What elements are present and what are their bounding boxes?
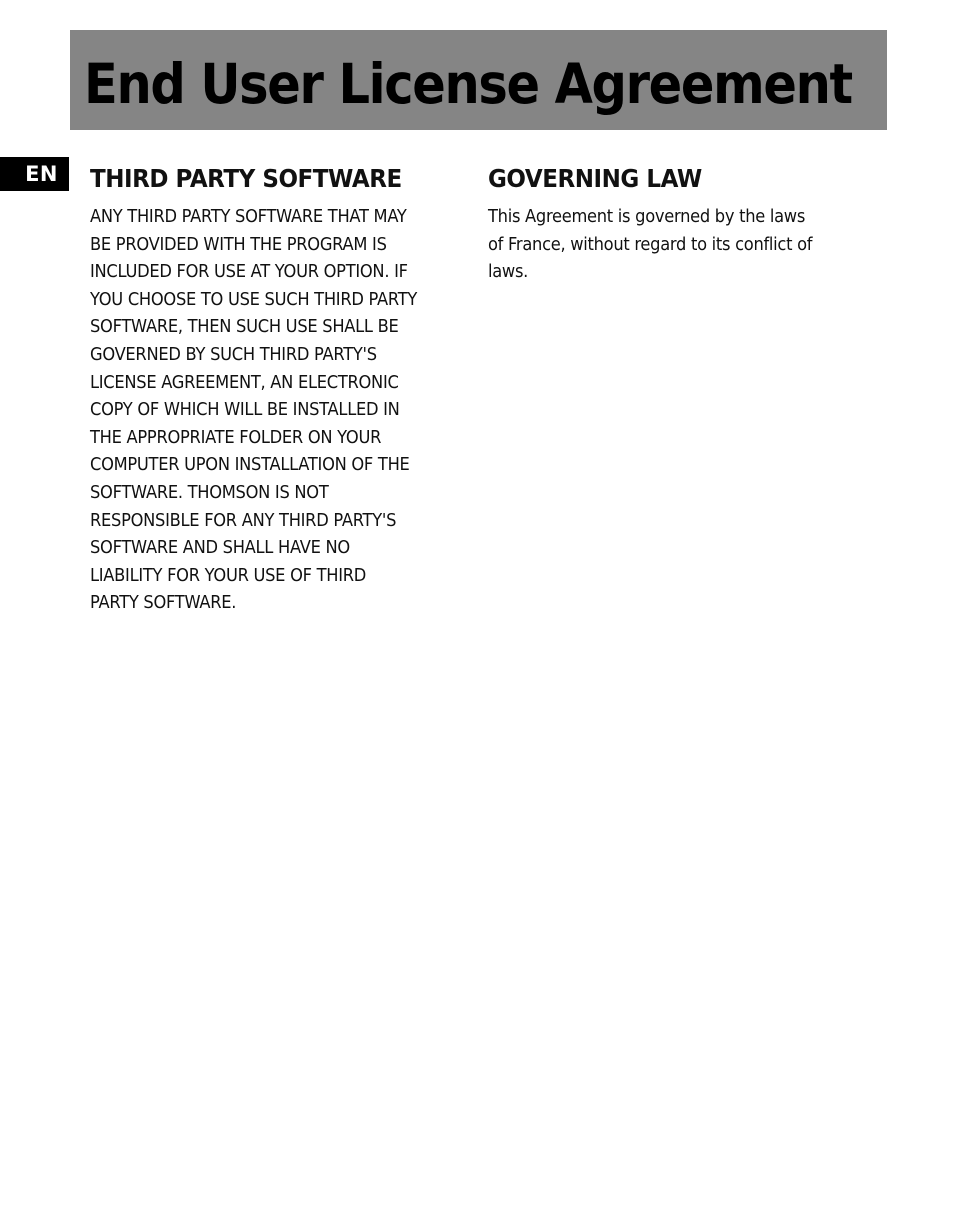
section-body: This Agreement is governed by the laws of France, without regard to its conflict of laws. (488, 207, 813, 283)
third-party-software-section (90, 162, 470, 618)
language-tab: EN (0, 157, 69, 191)
section-heading: GOVERNING LAW (488, 164, 702, 193)
title-banner (70, 30, 887, 130)
page-title: End User License Agreement (84, 52, 852, 116)
section-body: ANY THIRD PARTY SOFTWARE THAT MAY BE PROVIDED WITH THE PROGRAM IS INCLUDED FOR USE AT YOUR OPTION. IF YOU CHOOSE TO USE SUCH THIRD PARTY SOFTWARE, THEN SUCH USE SHALL BE GOVERNED BY SUCH THIRD PARTY'S LICENSE AGREEMENT, AN ELECTRONIC COPY OF WHICH WILL BE INSTALLED IN THE APPROPRIATE FOLDER ON YOUR COMPUTER UPON INSTALLATION OF THE SOFTWARE. THOMSON IS NOT RESPONSIBLE FOR ANY THIRD PARTY'S SOFTWARE AND SHALL HAVE NO LIABILITY FOR YOUR USE OF THIRD PARTY SOFTWARE. (90, 207, 418, 614)
governing-law-section (488, 162, 873, 287)
section-heading: THIRD PARTY SOFTWARE (90, 164, 402, 193)
